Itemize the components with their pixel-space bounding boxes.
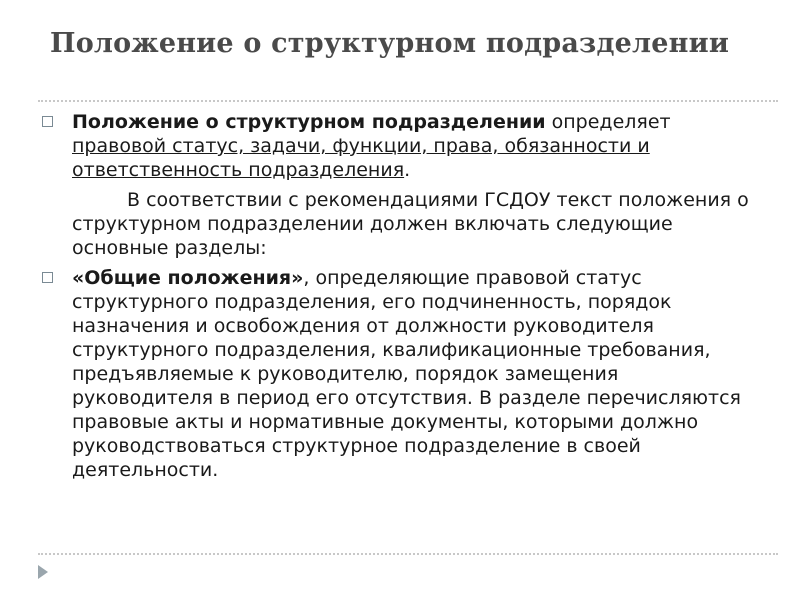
square-bullet-icon xyxy=(42,272,53,283)
footer-divider xyxy=(38,553,778,555)
section-name: «Общие положения» xyxy=(72,267,304,289)
definition-end: . xyxy=(404,159,411,181)
play-arrow-icon[interactable] xyxy=(38,565,48,579)
definition-term: Положение о структурном подразделении xyxy=(72,111,546,133)
definition-verb: определяет xyxy=(545,111,671,133)
title-divider xyxy=(38,100,778,102)
definition-scope: правовой статус, задачи, функции, права, обязанности и ответственность подразделения xyxy=(72,135,650,181)
paragraph-recommendation: В соответствии с рекомендациями ГСДОУ текст положения о структурном подразделении должен включать следующие основные разделы: xyxy=(72,189,749,259)
square-bullet-icon xyxy=(42,116,53,127)
paragraph-general-provisions xyxy=(42,266,762,482)
slide-title: Положение о структурном подразделении xyxy=(50,28,730,59)
slide-content xyxy=(42,110,762,482)
paragraph-definition xyxy=(42,110,762,182)
section-description: , определяющие правовой статус структурного подразделения, его подчиненность, порядок назначения и освобождения от должности руководителя структурного подразделения, квалификационные требования, предъявляемые к руководителю, порядок замещения руководителя в период его отсутствия. В разделе перечисляются правовые акты и нормативные документы, которыми должно руководствоваться структурное подразделение в своей деятельности. xyxy=(72,267,741,481)
